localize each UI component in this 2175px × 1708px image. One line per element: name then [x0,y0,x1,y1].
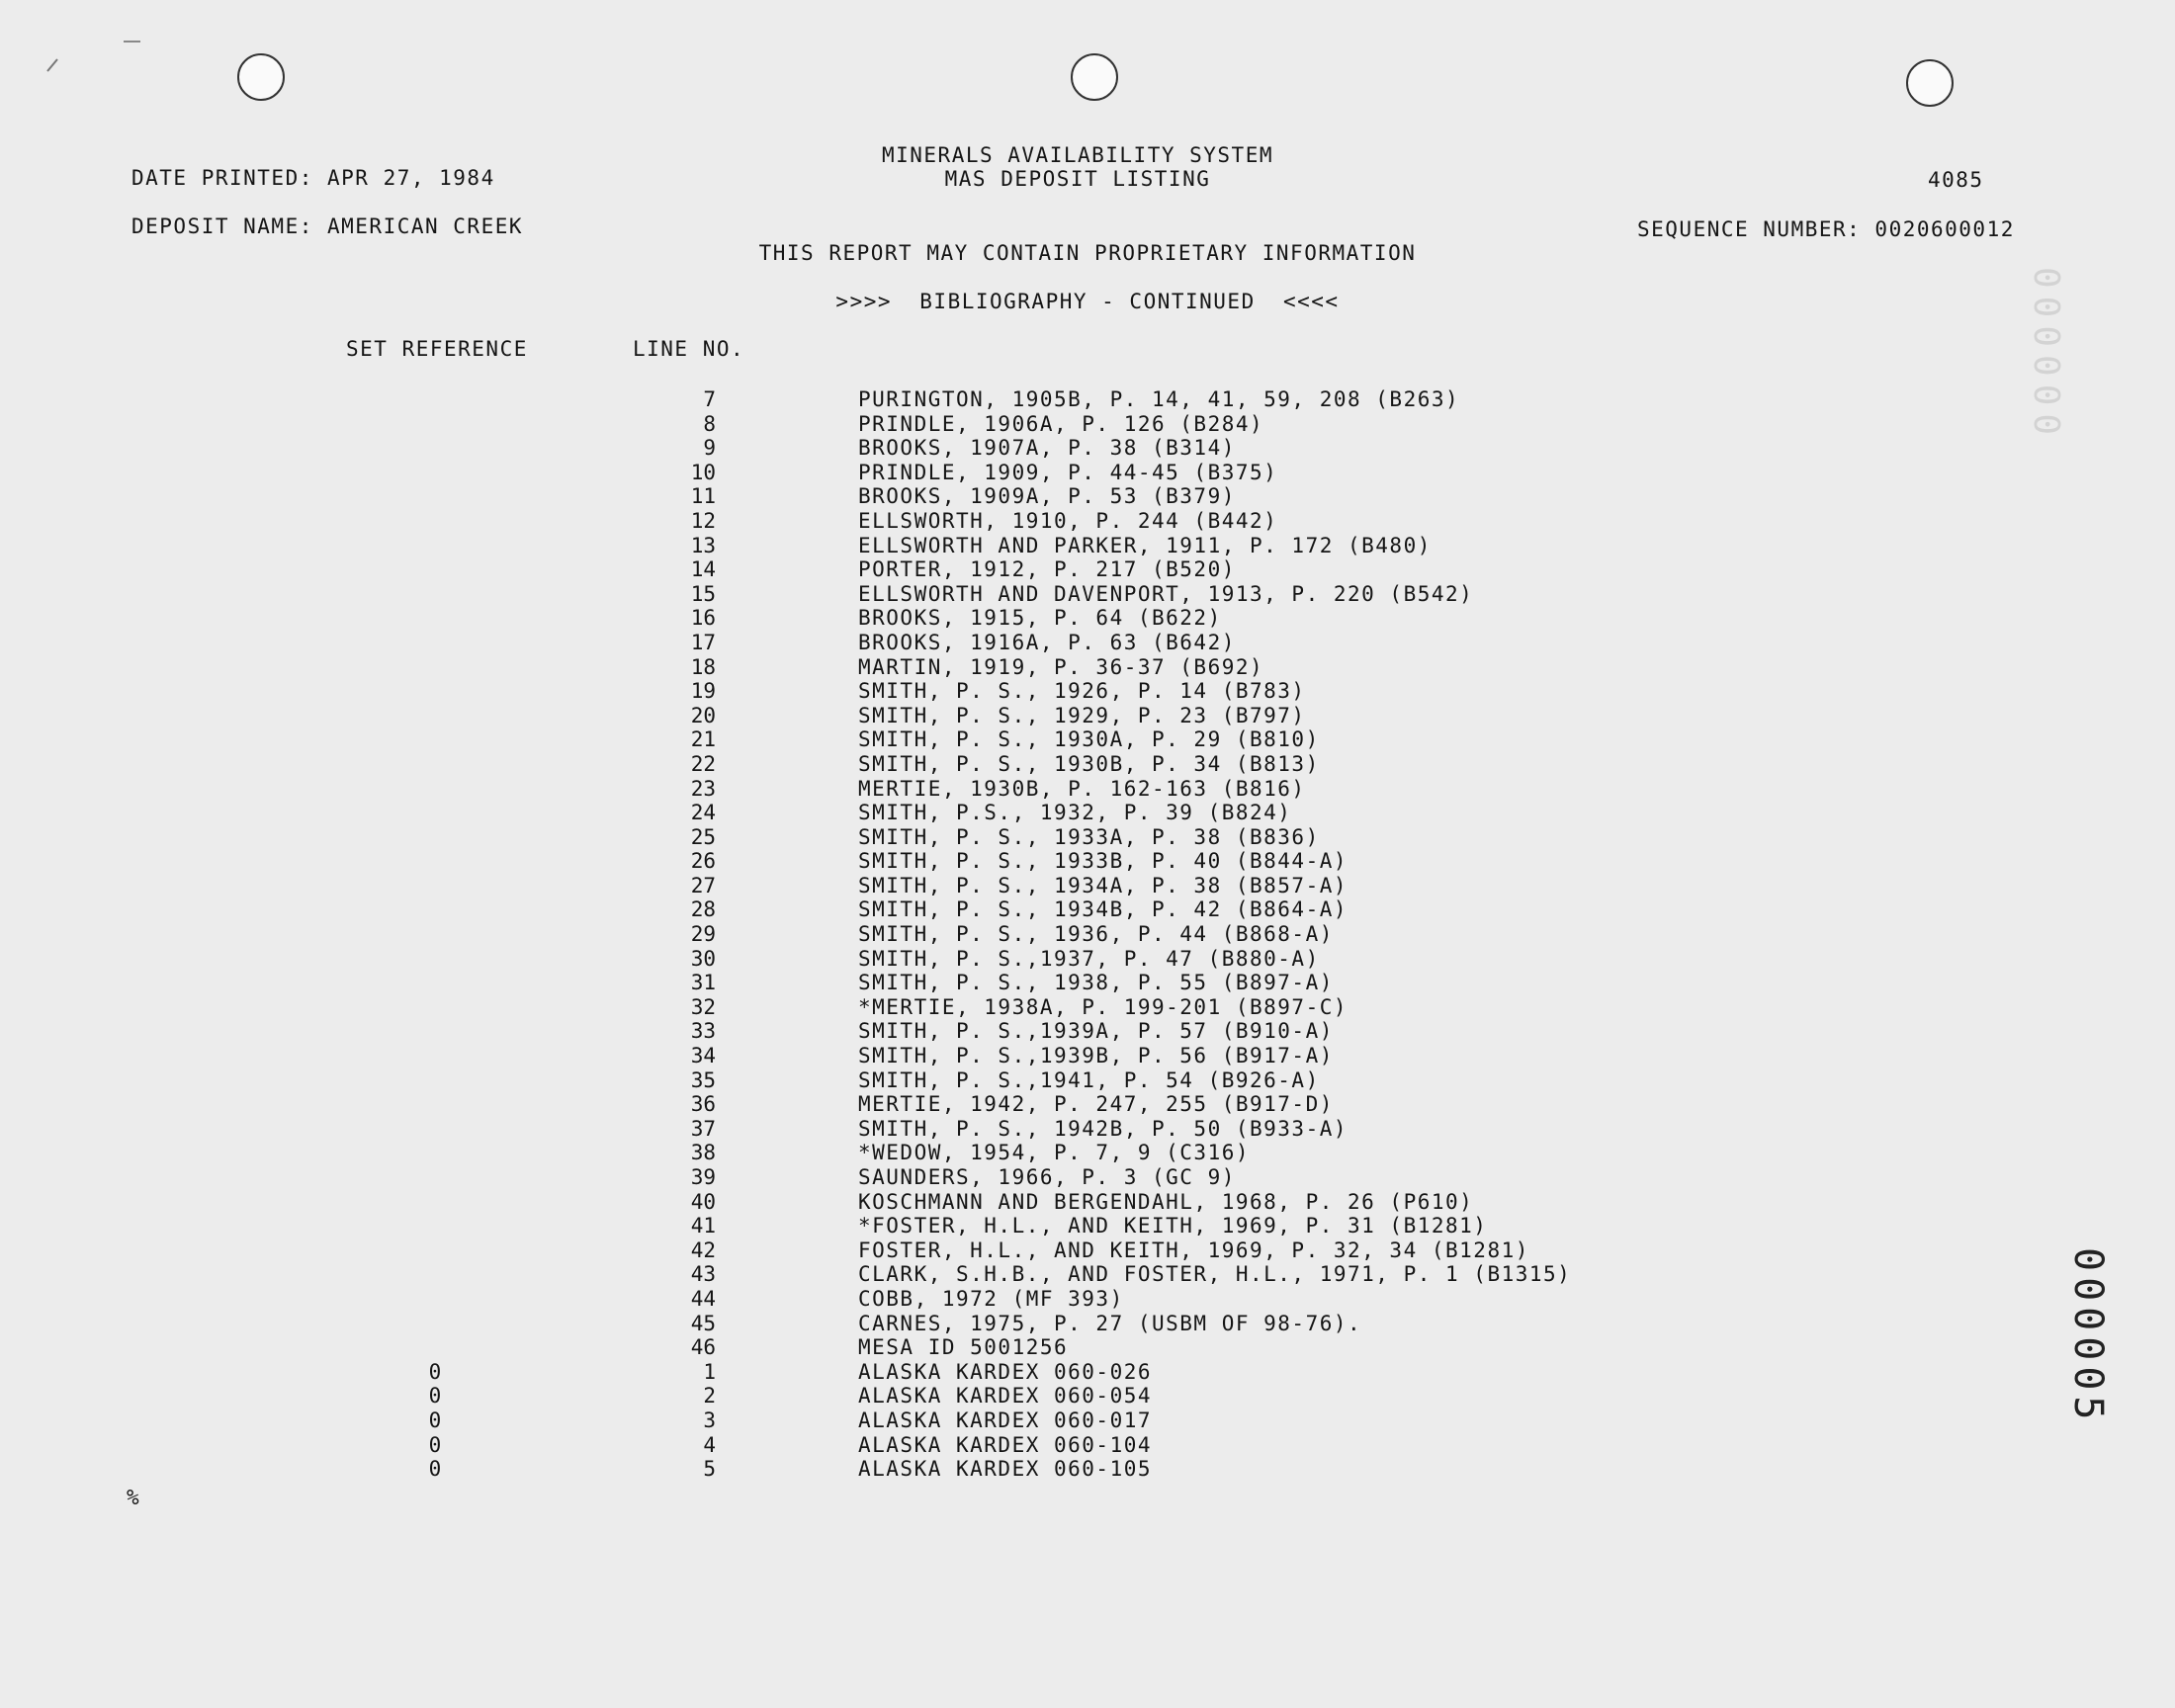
reference-cell: ALASKA KARDEX 060-054 [858,1384,1153,1409]
line-number-cell: 39 [690,1165,716,1189]
table-row [0,1384,2175,1409]
table-row [0,922,2175,947]
reference-cell: SMITH, P. S., 1934B, P. 42 (B864-A) [858,897,1348,922]
table-row [0,679,2175,704]
reference-cell: SMITH, P. S., 1938, P. 55 (B897-A) [858,971,1334,995]
table-row [0,825,2175,850]
footer-percent-mark: % [127,1486,141,1509]
table-row [0,1165,2175,1190]
line-number-cell: 15 [690,581,716,606]
table-row [0,947,2175,972]
table-row [0,1335,2175,1360]
reference-cell: PORTER, 1912, P. 217 (B520) [858,557,1236,582]
table-row [0,1214,2175,1238]
pencil-mark-icon [44,47,73,77]
table-row [0,1117,2175,1142]
stamp-number: 000005 [2065,1247,2111,1426]
line-number-cell: 21 [690,727,716,752]
reference-cell: *FOSTER, H.L., AND KEITH, 1969, P. 31 (B1281) [858,1214,1488,1238]
set-reference-cell: 0 [428,1457,442,1482]
reference-cell: SMITH, P. S., 1929, P. 23 (B797) [858,703,1306,727]
line-number-cell: 3 [703,1408,716,1432]
table-row [0,606,2175,631]
line-number-cell: 26 [690,849,716,874]
bibliography-table [0,387,2175,1482]
line-number-cell: 46 [690,1335,716,1360]
reference-cell: ALASKA KARDEX 060-017 [858,1408,1153,1432]
line-number-cell: 36 [690,1092,716,1117]
line-number-cell: 42 [690,1238,716,1262]
column-header-line-no: LINE NO. [633,337,745,361]
reference-cell: PURINGTON, 1905B, P. 14, 41, 59, 208 (B263) [858,387,1460,411]
line-number-cell: 10 [690,460,716,484]
table-row [0,461,2175,485]
table-row [0,874,2175,898]
table-row [0,582,2175,607]
reference-cell: SMITH, P. S., 1933A, P. 38 (B836) [858,824,1320,849]
line-number-cell: 24 [690,801,716,825]
table-row [0,801,2175,825]
table-row [0,1190,2175,1215]
line-number-cell: 44 [690,1286,716,1311]
table-row [0,1409,2175,1433]
punch-hole-center [1071,53,1118,101]
table-row [0,1068,2175,1093]
table-row [0,1262,2175,1287]
line-number-cell: 1 [703,1359,716,1384]
table-row [0,631,2175,655]
reference-cell: ELLSWORTH, 1910, P. 244 (B442) [858,508,1278,533]
line-number-cell: 28 [690,897,716,922]
reference-cell: SMITH, P. S.,1937, P. 47 (B880-A) [858,946,1320,971]
line-number-cell: 27 [690,873,716,897]
page-stamp [2056,1247,2116,1445]
reference-cell: SMITH, P. S., 1930A, P. 29 (B810) [858,727,1320,752]
line-number-cell: 22 [690,751,716,776]
reference-cell: BROOKS, 1909A, P. 53 (B379) [858,484,1236,509]
table-row [0,1360,2175,1385]
line-number-cell: 4 [703,1432,716,1457]
reference-cell: ALASKA KARDEX 060-105 [858,1457,1153,1482]
reference-cell: ALASKA KARDEX 060-026 [858,1359,1153,1384]
reference-cell: BROOKS, 1915, P. 64 (B622) [858,606,1222,631]
table-row [0,849,2175,874]
table-row [0,704,2175,728]
page-number: 4085 [1928,168,1984,192]
table-row [0,1141,2175,1165]
reference-cell: BROOKS, 1916A, P. 63 (B642) [858,630,1236,654]
reference-cell: PRINDLE, 1909, P. 44-45 (B375) [858,460,1278,484]
line-number-cell: 2 [703,1384,716,1409]
line-number-cell: 13 [690,533,716,557]
table-row [0,484,2175,509]
reference-cell: SMITH, P. S.,1939B, P. 56 (B917-A) [858,1044,1334,1068]
reference-cell: ELLSWORTH AND PARKER, 1911, P. 172 (B480) [858,533,1432,557]
line-number-cell: 16 [690,606,716,631]
proprietary-notice: THIS REPORT MAY CONTAIN PROPRIETARY INFORMATION [758,241,1417,265]
section-title: >>>> BIBLIOGRAPHY - CONTINUED <<<< [835,290,1340,313]
punch-hole-right [1906,59,1954,107]
table-row [0,1457,2175,1482]
line-number-cell: 9 [703,436,716,461]
reference-cell: SMITH, P. S.,1939A, P. 57 (B910-A) [858,1019,1334,1044]
table-row [0,412,2175,437]
reference-cell: ELLSWORTH AND DAVENPORT, 1913, P. 220 (B542) [858,581,1474,606]
table-row [0,897,2175,922]
table-row [0,971,2175,995]
reference-cell: SMITH, P. S., 1936, P. 44 (B868-A) [858,922,1334,947]
line-number-cell: 7 [703,387,716,411]
reference-cell: ALASKA KARDEX 060-104 [858,1432,1153,1457]
line-number-cell: 17 [690,630,716,654]
line-number-cell: 41 [690,1214,716,1238]
table-row [0,777,2175,802]
set-reference-cell: 0 [428,1432,442,1457]
line-number-cell: 45 [690,1311,716,1335]
line-number-cell: 34 [690,1044,716,1068]
table-row [0,1312,2175,1336]
line-number-cell: 37 [690,1116,716,1141]
line-number-cell: 12 [690,508,716,533]
line-number-cell: 18 [690,654,716,679]
line-number-cell: 33 [690,1019,716,1044]
reference-cell: MERTIE, 1942, P. 247, 255 (B917-D) [858,1092,1334,1117]
dash-mark-icon [123,38,142,45]
line-number-cell: 38 [690,1141,716,1165]
table-row [0,1044,2175,1068]
sequence-number: SEQUENCE NUMBER: 0020600012 [1637,217,2015,241]
table-row [0,509,2175,534]
table-row [0,752,2175,777]
reference-cell: CLARK, S.H.B., AND FOSTER, H.L., 1971, P. 1 (B1315) [858,1262,1572,1287]
table-row [0,995,2175,1020]
faint-bleedthrough-number: 000000 [2026,267,2066,444]
reference-cell: MERTIE, 1930B, P. 162-163 (B816) [858,776,1306,801]
line-number-cell: 5 [703,1457,716,1482]
reference-cell: SMITH, P. S., 1942B, P. 50 (B933-A) [858,1116,1348,1141]
listing-title: MAS DEPOSIT LISTING [944,167,1211,191]
table-row [0,534,2175,558]
set-reference-cell: 0 [428,1408,442,1432]
reference-cell: SMITH, P.S., 1932, P. 39 (B824) [858,801,1292,825]
table-row [0,1092,2175,1117]
table-row [0,1287,2175,1312]
set-reference-cell: 0 [428,1384,442,1409]
reference-cell: KOSCHMANN AND BERGENDAHL, 1968, P. 26 (P610) [858,1189,1474,1214]
reference-cell: BROOKS, 1907A, P. 38 (B314) [858,436,1236,461]
reference-cell: SMITH, P. S., 1926, P. 14 (B783) [858,679,1306,704]
line-number-cell: 25 [690,824,716,849]
reference-cell: *MERTIE, 1938A, P. 199-201 (B897-C) [858,994,1348,1019]
reference-cell: FOSTER, H.L., AND KEITH, 1969, P. 32, 34 (B1281) [858,1238,1529,1262]
deposit-name: DEPOSIT NAME: AMERICAN CREEK [131,214,524,238]
reference-cell: SMITH, P. S.,1941, P. 54 (B926-A) [858,1068,1320,1092]
line-number-cell: 20 [690,703,716,727]
line-number-cell: 11 [690,484,716,509]
line-number-cell: 29 [690,922,716,947]
reference-cell: SMITH, P. S., 1934A, P. 38 (B857-A) [858,873,1348,897]
reference-cell: SMITH, P. S., 1930B, P. 34 (B813) [858,751,1320,776]
line-number-cell: 43 [690,1262,716,1287]
reference-cell: CARNES, 1975, P. 27 (USBM OF 98-76). [858,1311,1362,1335]
reference-cell: PRINDLE, 1906A, P. 126 (B284) [858,411,1264,436]
table-row [0,387,2175,412]
table-row [0,727,2175,752]
line-number-cell: 35 [690,1068,716,1092]
reference-cell: COBB, 1972 (MF 393) [858,1286,1124,1311]
column-header-set-reference: SET REFERENCE [346,337,528,361]
reference-cell: *WEDOW, 1954, P. 7, 9 (C316) [858,1141,1251,1165]
reference-cell: MARTIN, 1919, P. 36-37 (B692) [858,654,1264,679]
system-title: MINERALS AVAILABILITY SYSTEM [881,143,1273,167]
table-row [0,1433,2175,1458]
line-number-cell: 32 [690,994,716,1019]
line-number-cell: 30 [690,946,716,971]
table-row [0,1019,2175,1044]
line-number-cell: 31 [690,971,716,995]
set-reference-cell: 0 [428,1359,442,1384]
date-printed: DATE PRINTED: APR 27, 1984 [131,166,495,190]
reference-cell: SAUNDERS, 1966, P. 3 (GC 9) [858,1165,1236,1189]
line-number-cell: 23 [690,776,716,801]
line-number-cell: 14 [690,557,716,582]
table-row [0,1238,2175,1263]
line-number-cell: 8 [703,411,716,436]
table-row [0,557,2175,582]
line-number-cell: 40 [690,1189,716,1214]
punch-hole-left [237,53,285,101]
table-row [0,655,2175,680]
reference-cell: SMITH, P. S., 1933B, P. 40 (B844-A) [858,849,1348,874]
reference-cell: MESA ID 5001256 [858,1335,1069,1360]
table-row [0,436,2175,461]
line-number-cell: 19 [690,679,716,704]
